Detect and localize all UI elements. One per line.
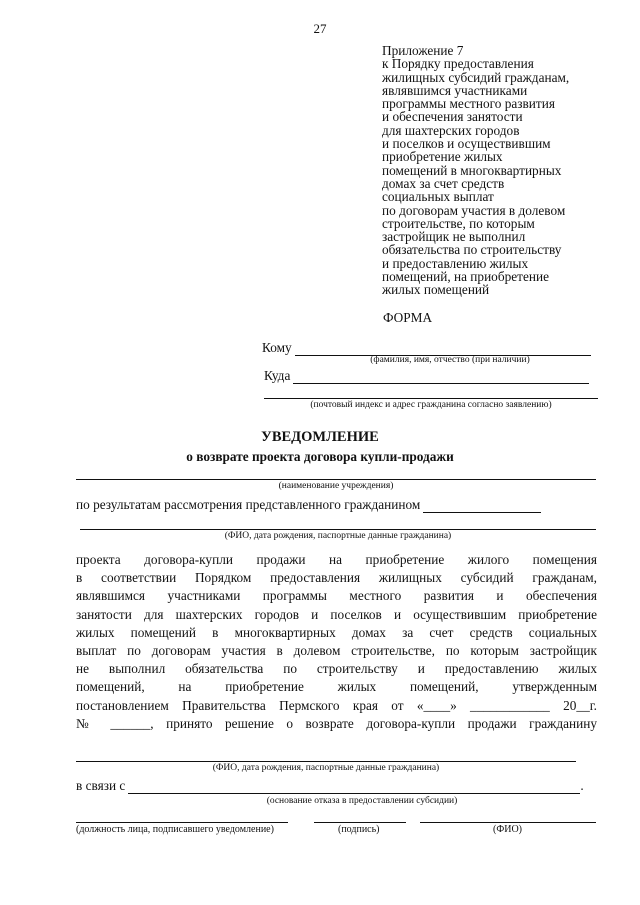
where-field-line[interactable] (293, 371, 589, 384)
position-caption: (должность лица, подписавшего уведомление) (76, 824, 274, 835)
form-label: ФОРМА (383, 310, 433, 325)
appendix-line: для шахтерских городов (382, 122, 520, 138)
institution-field-line[interactable] (76, 479, 596, 480)
name-caption: (ФИО) (493, 824, 523, 835)
reason-caption: (основание отказа в предоставлении субсидии) (266, 796, 458, 806)
citizen-field-line-2[interactable] (80, 529, 596, 530)
appendix-line: домах за счет средств (382, 175, 505, 191)
body-line: являвшимся участниками программы местного развития и обеспечения (76, 588, 597, 604)
results-row (76, 497, 541, 513)
reason-label: в связи с (76, 778, 126, 793)
position-field-line[interactable] (76, 822, 288, 823)
to-label: Кому (262, 340, 292, 355)
body-paragraph (76, 551, 597, 733)
appendix-line: и поселков и осуществившим (382, 136, 551, 152)
appendix-line: жилищных субсидий гражданам, (382, 69, 570, 85)
appendix-line: Приложение 7 (382, 43, 464, 58)
document-subtitle: о возврате проекта договора купли-продажи (186, 449, 454, 464)
reason-row (76, 778, 584, 794)
appendix-line: программы местного развития (382, 96, 555, 112)
where-label: Куда (264, 368, 291, 383)
body-line: жилых помещений в многоквартирных домах за счет средств социальных (76, 624, 597, 640)
citizen-field-line-3[interactable] (76, 761, 576, 762)
citizen-field-line[interactable] (423, 500, 541, 513)
document-title: УВЕДОМЛЕНИЕ (261, 429, 379, 445)
body-line: № ______, принято решение о возврате договора-купли продажи гражданину (76, 715, 597, 731)
appendix-line: жилых помещений (382, 282, 490, 298)
appendix-line: помещений в многоквартирных (382, 162, 562, 178)
body-line: в соответствии Порядком предоставления жилищных субсидий гражданам, (76, 570, 597, 586)
signature-caption: (подпись) (338, 824, 380, 835)
appendix-line: и предоставлению жилых (382, 255, 529, 271)
results-text: по результатам рассмотрения представленного гражданином (76, 497, 421, 512)
body-line: помещений, на приобретение жилых помещений, утвержденным (76, 679, 597, 695)
to-field-caption: (фамилия, имя, отчество (при наличии) (370, 355, 530, 365)
appendix-line: по договорам участия в долевом (382, 202, 566, 218)
body-line: проекта договора-купли продажи на приобретение жилого помещения (76, 552, 597, 567)
citizen-caption-2: (ФИО, дата рождения, паспортные данные гражданина) (212, 763, 440, 773)
appendix-block (382, 44, 632, 297)
where-field-row (264, 368, 589, 384)
body-line: занятости для шахтерских городов и поселков и осуществившим приобретение (76, 606, 597, 622)
appendix-line: обязательства по строительству (382, 242, 562, 258)
to-field-row (262, 340, 591, 356)
page-number: 27 (313, 21, 327, 36)
appendix-line: являвшимся участниками (382, 82, 528, 98)
body-line: постановлением Правительства Пермского края от «____» ____________ 20__г. (76, 697, 597, 713)
where-field-line-2[interactable] (264, 398, 598, 399)
body-line: не выполнил обязательства по строительству и предоставлению жилых (76, 661, 597, 677)
appendix-line: к Порядку предоставления (382, 56, 534, 72)
appendix-line: приобретение жилых (382, 149, 503, 165)
appendix-line: и обеспечения занятости (382, 109, 523, 125)
body-line: выплат по договорам участия в долевом строительстве, по которым застройщик (76, 642, 597, 658)
signature-field-line[interactable] (314, 822, 406, 823)
appendix-line: помещений, на приобретение (382, 269, 549, 285)
where-field-caption: (почтовый индекс и адрес гражданина согласно заявлению) (310, 400, 552, 410)
citizen-caption-1: (ФИО, дата рождения, паспортные данные гражданина) (224, 531, 452, 541)
name-field-line[interactable] (420, 822, 596, 823)
reason-period: . (580, 778, 584, 793)
appendix-line: социальных выплат (382, 189, 494, 205)
institution-caption: (наименование учреждения) (278, 481, 394, 491)
reason-field-line[interactable] (128, 781, 580, 794)
appendix-line: строительстве, по которым (382, 215, 535, 231)
appendix-line: застройщик не выполнил (382, 229, 526, 245)
